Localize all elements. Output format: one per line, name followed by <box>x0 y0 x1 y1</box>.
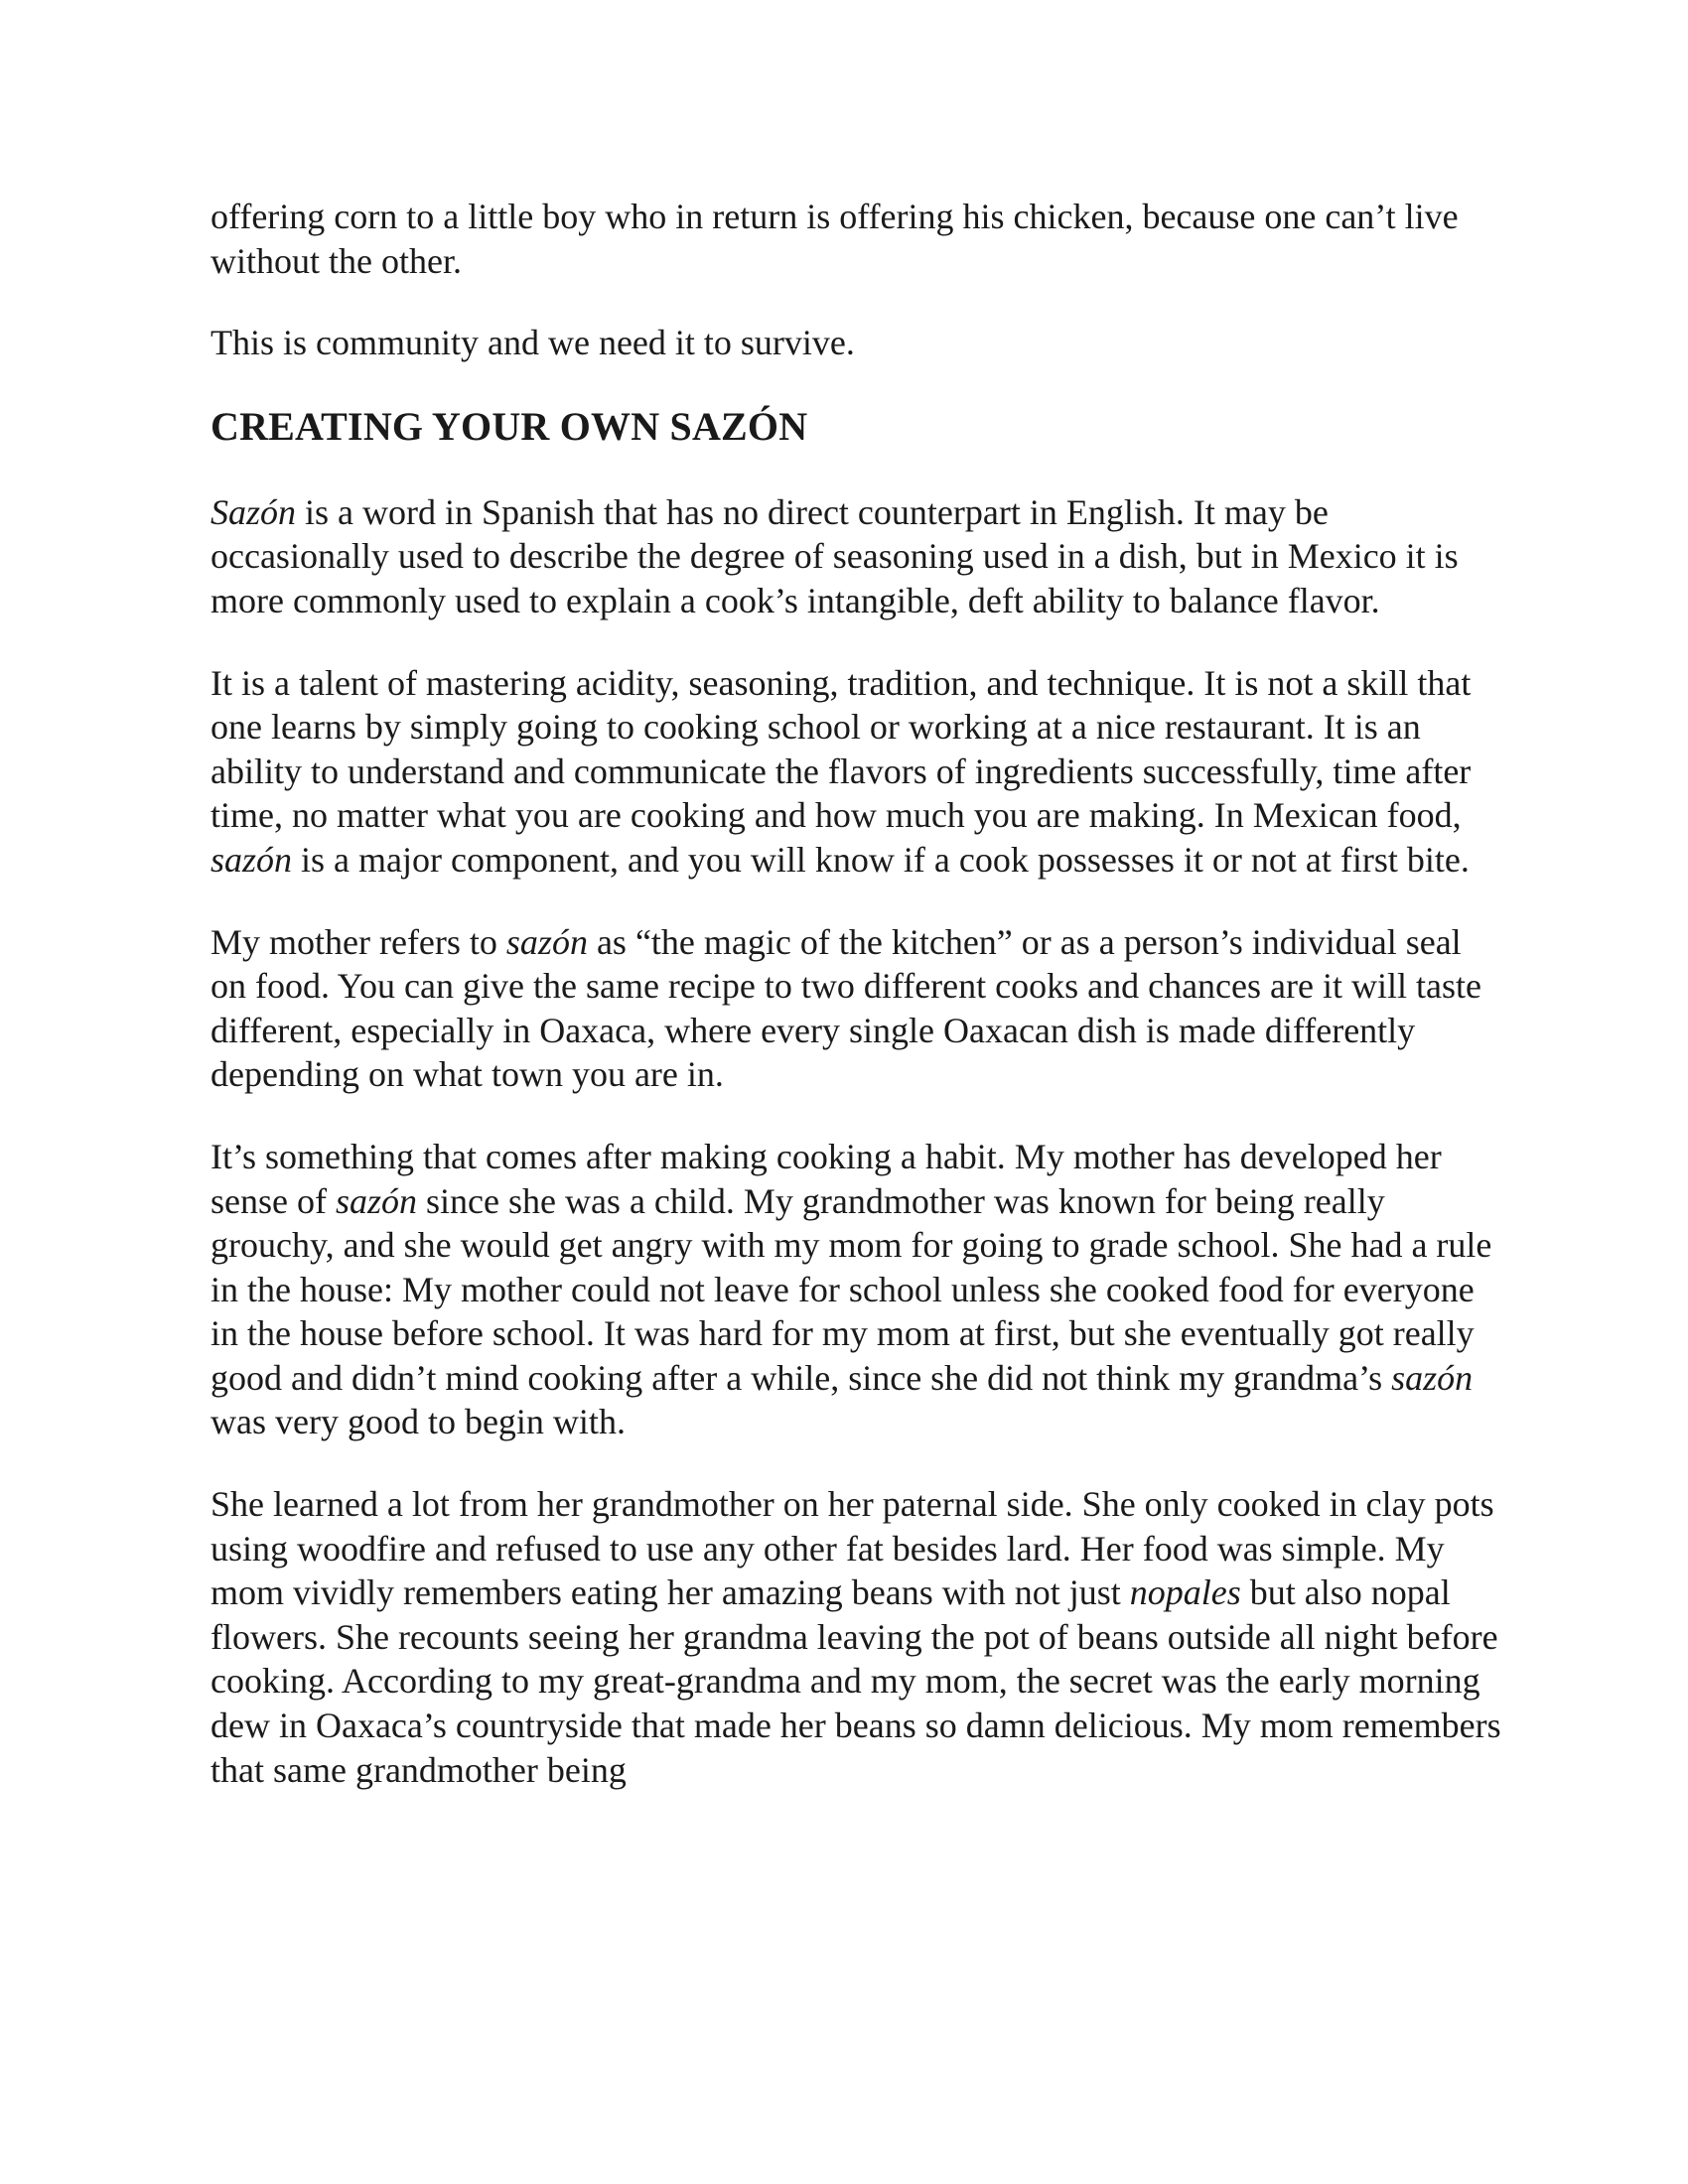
paragraph-text: My mother refers to <box>211 921 506 962</box>
paragraph-continued: offering corn to a little boy who in return is offering his chicken, because one can’t live without the other. <box>211 197 1459 281</box>
italic-term: sazón <box>211 839 293 880</box>
italic-term: sazón <box>1391 1357 1474 1398</box>
paragraph-talent <box>211 661 1501 883</box>
paragraph-text: It is a talent of mastering acidity, seasoning, tradition, and technique. It is not a skill that one learns by simply going to cooking school or working at a nice restaurant. It is an ability to understand and communicate the flavors of ingredients successfully, time after time, no matter what you are cooking and how much you are making. In Mexican food, <box>211 662 1472 836</box>
italic-term: nopales <box>1129 1572 1241 1613</box>
italic-term: Sazón <box>211 491 297 532</box>
italic-term: sazón <box>505 921 588 962</box>
paragraph-habit <box>211 1135 1501 1444</box>
paragraph-text: It’s something that comes after making cooking a habit. My mother has developed her sense of <box>211 1136 1442 1221</box>
paragraph-community: This is community and we need it to survive. <box>211 323 855 363</box>
document-page <box>211 195 1501 1830</box>
paragraph-mother-magic <box>211 920 1501 1097</box>
paragraph-text: since she was a child. My grandmother was known for being really grouchy, and she would get angry with my mom for going to grade school. She had a rule in the house: My mother could not leave for school unless she cooked food for everyone in the house before school. It was hard for my mom at first, but she eventually got really good and didn’t mind cooking after a while, since she did not think my grandma’s <box>211 1180 1492 1398</box>
paragraph-text: is a word in Spanish that has no direct counterpart in English. It may be occasionally used to describe the degree of seasoning used in a dish, but in Mexico it is more commonly used to explain a cook’s intangible, deft ability to balance flavor. <box>211 491 1459 620</box>
italic-term: sazón <box>335 1180 417 1221</box>
paragraph-grandmother <box>211 1482 1501 1792</box>
paragraph-text: She learned a lot from her grandmother on her paternal side. She only cooked in clay pots using woodfire and refused to use any other fat besides lard. Her food was simple. My mom vividly remembers eating her amazing beans with not just <box>211 1484 1494 1613</box>
section-heading: CREATING YOUR OWN SAZÓN <box>211 403 808 449</box>
paragraph-text: is a major component, and you will know if a cook possesses it or not at first bite. <box>292 839 1470 880</box>
paragraph-text: was very good to begin with. <box>211 1402 626 1442</box>
paragraph-sazon-definition <box>211 490 1501 623</box>
paragraph-text: but also nopal flowers. She recounts seeing her grandma leaving the pot of beans outside all night before cooking. According to my great-grandma and my mom, the secret was the early morning dew in Oaxaca’s countryside that made her beans so damn delicious. My mom remembers that same grandmother being <box>211 1572 1501 1790</box>
paragraph-text: as “the magic of the kitchen” or as a person’s individual seal on food. You can give the same recipe to two different cooks and chances are it will taste different, especially in Oaxaca, where every single Oaxacan dish is made differently depending on what town you are in. <box>211 921 1481 1095</box>
